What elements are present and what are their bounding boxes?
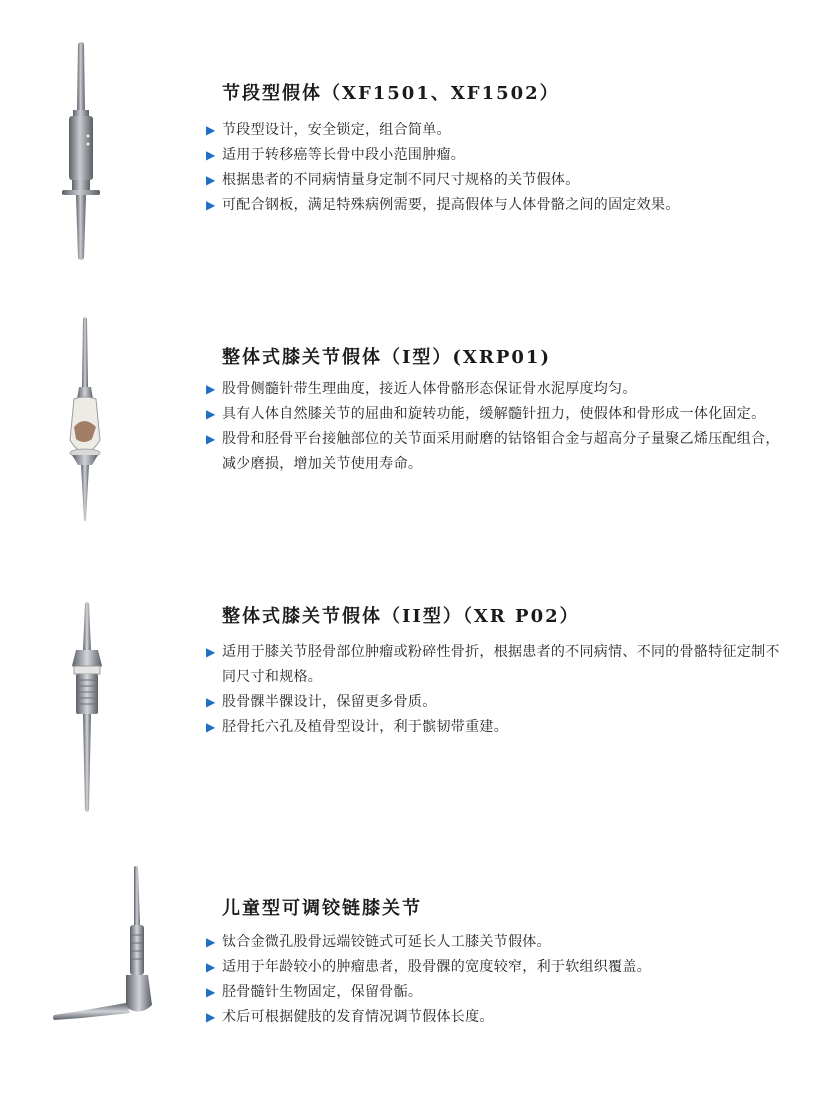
triangle-right-icon: ▶	[206, 123, 216, 137]
triangle-right-icon: ▶	[206, 985, 216, 999]
triangle-right-icon: ▶	[206, 382, 216, 396]
triangle-right-icon: ▶	[206, 198, 216, 212]
triangle-right-icon: ▶	[206, 645, 216, 659]
feature-list	[206, 640, 781, 740]
feature-list	[206, 377, 781, 477]
triangle-right-icon: ▶	[206, 432, 216, 446]
list-item: ▶ 胫骨托六孔及植骨型设计，利于髌韧带重建。	[206, 715, 781, 740]
triangle-right-icon: ▶	[206, 720, 216, 734]
triangle-right-icon: ▶	[206, 1010, 216, 1024]
product-title: 整体式膝关节假体（II型）（XR P02）	[222, 606, 580, 627]
triangle-right-icon: ▶	[206, 935, 216, 949]
feature-list	[206, 118, 781, 218]
product-title: 儿童型可调铰链膝关节	[222, 898, 422, 919]
triangle-right-icon: ▶	[206, 960, 216, 974]
list-item: ▶ 适用于转移癌等长骨中段小范围肿瘤。	[206, 143, 781, 168]
knee-prosthesis-type1-image	[62, 315, 108, 530]
list-item: ▶ 股骨髁半髁设计，保留更多骨质。	[206, 690, 781, 715]
list-item: ▶ 适用于年龄较小的肿瘤患者，股骨髁的宽度较窄，利于软组织覆盖。	[206, 955, 781, 980]
list-item: ▶ 股骨侧髓针带生理曲度，接近人体骨骼形态保证骨水泥厚度均匀。	[206, 377, 781, 402]
feature-list	[206, 930, 781, 1030]
list-item: ▶ 股骨和胫骨平台接触部位的关节面采用耐磨的钴铬钼合金与超高分子量聚乙烯压配组合，减少磨损，增加关节使用寿命。	[206, 427, 781, 477]
list-item: ▶ 节段型设计，安全锁定，组合简单。	[206, 118, 781, 143]
list-item: ▶ 术后可根据健肢的发育情况调节假体长度。	[206, 1005, 781, 1030]
triangle-right-icon: ▶	[206, 407, 216, 421]
pediatric-hinge-knee-image	[50, 865, 160, 1025]
knee-prosthesis-type2-image	[62, 600, 112, 815]
list-item: ▶ 适用于膝关节胫骨部位肿瘤或粉碎性骨折，根据患者的不同病情、不同的骨骼特征定制不同尺寸和规格。	[206, 640, 781, 690]
triangle-right-icon: ▶	[206, 695, 216, 709]
product-title: 节段型假体（XF1501、XF1502）	[222, 83, 560, 104]
segmental-prosthesis-image	[58, 40, 108, 265]
list-item: ▶ 可配合钢板，满足特殊病例需要，提高假体与人体骨骼之间的固定效果。	[206, 193, 781, 218]
list-item: ▶ 具有人体自然膝关节的屈曲和旋转功能，缓解髓针扭力，使假体和骨形成一体化固定。	[206, 402, 781, 427]
list-item: ▶ 钛合金微孔股骨远端铰链式可延长人工膝关节假体。	[206, 930, 781, 955]
list-item: ▶ 根据患者的不同病情量身定制不同尺寸规格的关节假体。	[206, 168, 781, 193]
list-item: ▶ 胫骨髓针生物固定，保留骨骺。	[206, 980, 781, 1005]
product-title: 整体式膝关节假体（I型）(XRP01)	[222, 347, 551, 368]
triangle-right-icon: ▶	[206, 148, 216, 162]
triangle-right-icon: ▶	[206, 173, 216, 187]
